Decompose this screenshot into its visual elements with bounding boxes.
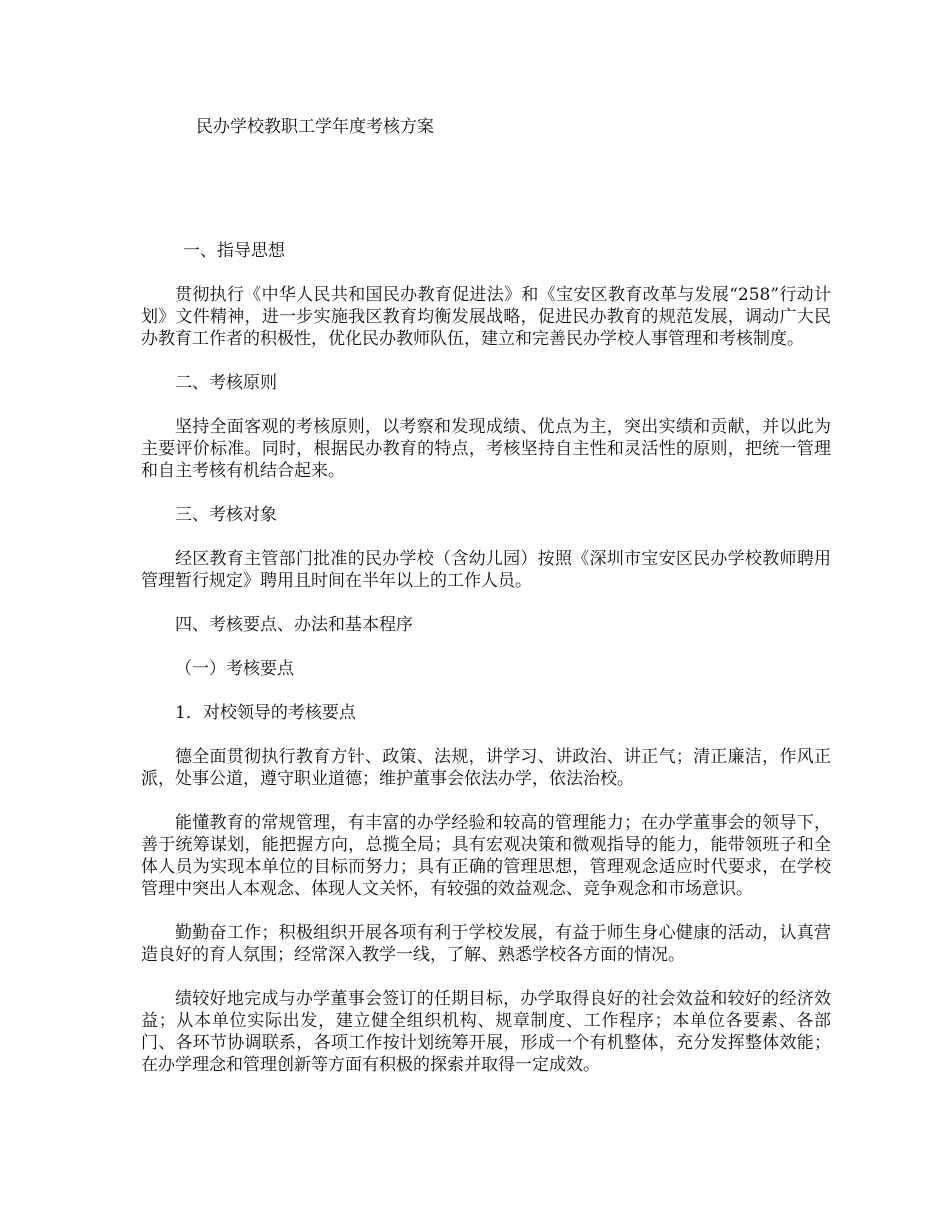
paragraph-principles: 坚持全面客观的考核原则，以考察和发现成绩、优点为主，突出实绩和贡献，并以此为主要评价标准。同时，根据民办教育的特点，考核坚持自主性和灵活性的原则，把统一管理和自主考核有机结合起来。 xyxy=(141,417,831,481)
section-heading-procedures: 四、考核要点、办法和基本程序 xyxy=(175,615,413,635)
section-heading-principles: 二、考核原则 xyxy=(175,373,277,393)
document-body xyxy=(141,240,831,1098)
paragraph-diligence: 勤勤奋工作；积极组织开展各项有利于学校发展，有益于师生身心健康的活动，认真营造良好的育人氛围；经常深入教学一线，了解、熟悉学校各方面的情况。 xyxy=(141,923,831,965)
subheading-key-points: （一）考核要点 xyxy=(175,659,294,679)
section-heading-targets: 三、考核对象 xyxy=(175,505,277,525)
paragraph-morality: 德全面贯彻执行教育方针、政策、法规，讲学习、讲政治、讲正气；清正廉洁，作风正派，处事公道，遵守职业道德；维护董事会依法办学，依法治校。 xyxy=(141,747,831,789)
paragraph-performance: 绩较好地完成与办学董事会签订的任期目标，办学取得良好的社会效益和较好的经济效益；从本单位实际出发，建立健全组织机构、规章制度、工作程序；本单位各要素、各部门、各环节协调联系，各项工作按计划统筹开展，形成一个有机整体，充分发挥整体效能；在办学理念和管理创新等方面有积极的探索并取得一定成效。 xyxy=(141,989,831,1075)
document-title: 民办学校教职工学年度考核方案 xyxy=(196,117,434,137)
paragraph-ability: 能懂教育的常规管理，有丰富的办学经验和较高的管理能力；在办学董事会的领导下，善于统筹谋划，能把握方向，总揽全局；具有宏观决策和微观指导的能力，能带领班子和全体人员为实现本单位的目标而努力；具有正确的管理思想，管理观念适应时代要求，在学校管理中突出人本观念、体现人文关怀，有较强的效益观念、竞争观念和市场意识。 xyxy=(141,813,831,899)
subheading-leader-key-points: 1．对校领导的考核要点 xyxy=(175,703,356,723)
paragraph-guiding-thought: 贯彻执行《中华人民共和国民办教育促进法》和《宝安区教育改革与发展“258”行动计划》文件精神，进一步实施我区教育均衡发展战略，促进民办教育的规范发展，调动广大民办教育工作者的积极性，优化民办教师队伍，建立和完善民办学校人事管理和考核制度。 xyxy=(141,285,831,349)
section-heading-guiding-thought: 一、指导思想 xyxy=(183,241,285,261)
paragraph-targets: 经区教育主管部门批准的民办学校（含幼儿园）按照《深圳市宝安区民办学校教师聘用管理暂行规定》聘用且时间在半年以上的工作人员。 xyxy=(141,549,831,591)
